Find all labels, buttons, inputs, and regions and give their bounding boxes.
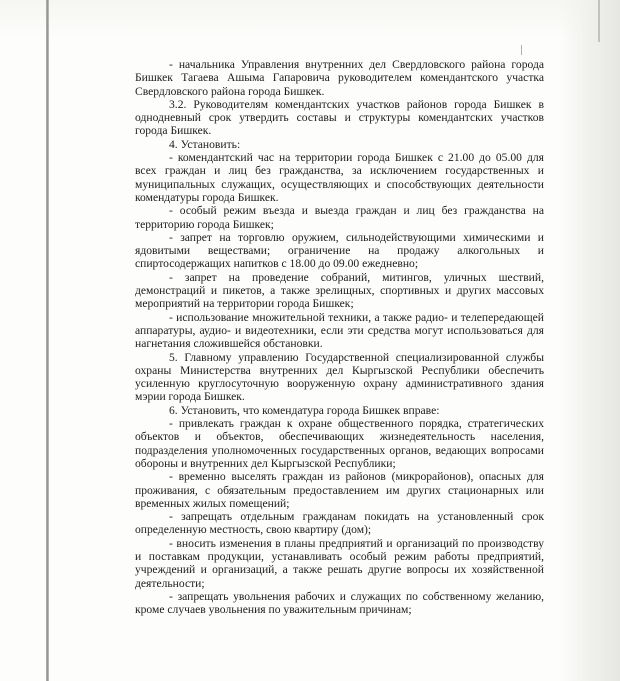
paragraph: - запрещать увольнения рабочих и служащих по собственному желанию, кроме случаев увольнения по уважительным причинам; [135, 589, 544, 617]
paragraph: - запрет на проведение собраний, митингов, уличных шествий, демонстраций и пикетов, а также зрелищных, спортивных и других массовых мероприятий на территории города Бишкек; [135, 270, 544, 311]
paragraph: - запрет на торговлю оружием, сильнодействующими химическими и ядовитыми веществами; ограничение на продажу алкогольных и спиртосодержащих напитков с 18.00 до 09.00 ежедневно; [135, 230, 544, 271]
paragraph: 4. Установить: [169, 137, 241, 151]
page-edge-left [46, 0, 49, 681]
scan-shadow-top [0, 0, 620, 40]
paragraph: 5. Главному управлению Государственной специализированной службы охраны Министерства внутренних дел Кыргызской Республики обеспечить усиленную круглосуточную вооруженную охрану административного здания мэрии города Бишкек. [135, 350, 544, 404]
paragraph: - использование множительной техники, а также радио- и телепередающей аппаратуры, аудио- и видеотехники, если эти средства могут использоваться для нагнетания сложившейся обстановки. [135, 310, 544, 351]
document-body [135, 58, 544, 616]
page-edge-right [598, 0, 600, 42]
paragraph: - временно выселять граждан из районов (микрорайонов), опасных для проживания, с обязательным предоставлением им других стационарных или временных жилых помещений; [135, 470, 544, 510]
paragraph: - привлекать граждан к охране общественного порядка, стратегических объектов и объектов, обеспечивающих жизнедеятельность населения, подразделения уполномоченных государственных органов, ведающих вопросами обороны и внутренних дел Кыргызской Республики; [135, 417, 544, 470]
paragraph: 3.2. Руководителям комендантских участков районов города Бишкек в однодневный срок утвердить составы и структуры комендантских участков города Бишкек. [135, 97, 544, 138]
scan-mark [521, 45, 522, 55]
paragraph: - начальника Управления внутренних дел Свердловского района города Бишкек Тагаева Ашыма Гапаровича руководителем комендантского участка Свердловского района города Бишкек. [135, 58, 544, 98]
scan-shadow-right [560, 0, 620, 681]
paragraph: - комендантский час на территории города Бишкек с 21.00 до 05.00 для всех граждан и лиц без гражданства, за исключением государственных и муниципальных служащих, осуществляющих и способствующих деятельности комендатуры города Бишкек. [135, 151, 544, 204]
paragraph: 6. Установить, что комендатура города Бишкек вправе: [169, 403, 440, 417]
paragraph: - запрещать отдельным гражданам покидать на установленный срок определенную местность, свою квартиру (дом); [135, 510, 544, 537]
paragraph: - вносить изменения в планы предприятий и организаций по производству и поставкам продукции, устанавливать особый режим работы предприятий, учреждений и организаций, а также решать другие вопросы их хозяйственной деятельности; [135, 536, 544, 590]
paragraph: - особый режим въезда и выезда граждан и лиц без гражданства на территорию города Бишкек; [135, 204, 544, 231]
